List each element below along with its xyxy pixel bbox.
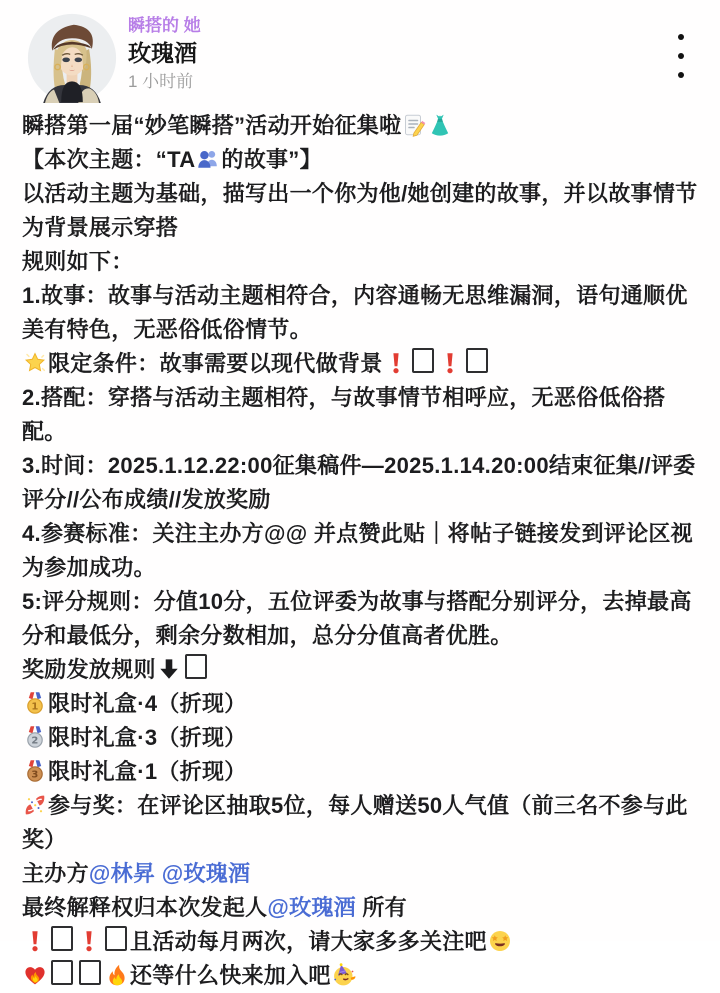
bronze-medal-emoji (23, 759, 47, 783)
post-text: 限定条件：故事需要以现代做背景 (48, 351, 383, 376)
missing-glyph-box (105, 926, 127, 951)
memo-emoji (402, 113, 426, 137)
missing-glyph-box (466, 348, 488, 373)
post-text: 4.参赛标准：关注主办方@@ 并点赞此贴｜将帖子链接发到评论区视为参加成功。 (22, 521, 693, 580)
star-struck-face-emoji (488, 929, 512, 953)
fire-emoji (105, 963, 129, 987)
post-paragraph (22, 517, 700, 585)
post-timestamp: 1 小时前 (128, 72, 194, 91)
post-text: 限时礼盒·1（折现） (48, 759, 247, 784)
post-text: 主办方 (22, 861, 89, 886)
silver-medal-emoji (23, 725, 47, 749)
post-paragraph (22, 449, 700, 517)
post-paragraph (22, 279, 700, 347)
post-text: 2.搭配：穿搭与活动主题相符，与故事情节相呼应，无恶俗低俗搭配。 (22, 385, 666, 444)
post-paragraph (22, 347, 700, 381)
post-text: 5:评分规则：分值10分，五位评委为故事与搭配分别评分，去掉最高分和最低分，剩余分数相加，总分分值高者优胜。 (22, 589, 692, 648)
post-text: 1.故事：故事与活动主题相符合，内容通畅无思维漏洞，语句通顺优美有特色，无恶俗低俗情节。 (22, 283, 688, 342)
post-text: 还等什么快来加入吧 (130, 963, 331, 988)
svg-text:2: 2 (31, 735, 39, 747)
post-paragraph (22, 245, 700, 279)
mention-link[interactable]: @玫瑰酒 (267, 895, 356, 920)
heart-on-fire-emoji (23, 963, 47, 987)
post-paragraph (22, 109, 700, 143)
svg-text:3: 3 (31, 769, 39, 781)
post-text: 限时礼盒·3（折现） (48, 725, 247, 750)
avatar-girl-beret-icon (27, 13, 117, 103)
red-exclamation-emoji (23, 929, 47, 953)
busts-emoji (196, 147, 220, 171)
kebab-menu-icon[interactable] (674, 30, 688, 82)
mention-link[interactable]: @玫瑰酒 (161, 861, 251, 886)
user-info (128, 13, 201, 93)
missing-glyph-box (185, 654, 207, 679)
red-exclamation-emoji (438, 351, 462, 375)
post-text: 以活动主题为基础，描写出一个你为他/她创建的故事，并以故事情节为背景展示穿搭 (22, 181, 698, 240)
mention-link[interactable]: @林昇 (88, 861, 156, 886)
post-text: 且活动每月两次，请大家多多关注吧 (130, 929, 487, 954)
post-header (0, 0, 720, 103)
post-paragraph (22, 381, 700, 449)
user-avatar[interactable] (27, 13, 117, 103)
dress-emoji (428, 113, 452, 137)
post-text: 3.时间：2025.1.12.22:00征集稿件—2025.1.14.20:00结束征集//评委评分//公布成绩//发放奖励 (22, 453, 696, 512)
post-text: 奖励发放规则 (22, 657, 156, 682)
post-paragraph (22, 789, 700, 857)
svg-text:1: 1 (31, 701, 39, 713)
post-paragraph (22, 177, 700, 245)
post-paragraph (22, 143, 700, 177)
post-paragraph (22, 755, 700, 789)
partying-face-emoji (332, 963, 356, 987)
gold-medal-emoji (23, 691, 47, 715)
post-paragraph (22, 857, 700, 891)
post-text: 规则如下： (22, 249, 134, 274)
post-paragraph (22, 687, 700, 721)
post-paragraph (22, 891, 700, 925)
post-text: 瞬搭第一届“妙笔瞬搭”活动开始征集啦 (22, 113, 402, 138)
post-paragraph (22, 585, 700, 653)
post-text: 的故事”】 (221, 147, 322, 172)
confetti-ball-emoji (23, 793, 47, 817)
glowing-star-emoji (23, 351, 47, 375)
red-exclamation-emoji (77, 929, 101, 953)
post-paragraph (22, 653, 700, 687)
post-text: 【本次主题：“TA (22, 147, 196, 172)
user-badge: 瞬搭的 她 (128, 16, 201, 35)
username[interactable]: 玫瑰酒 (128, 40, 197, 66)
post-paragraph (22, 721, 700, 755)
missing-glyph-box (412, 348, 434, 373)
missing-glyph-box (51, 960, 73, 985)
down-arrow-emoji (157, 657, 181, 681)
post-paragraph (22, 925, 700, 959)
post-text: 所有 (355, 895, 407, 920)
missing-glyph-box (51, 926, 73, 951)
red-exclamation-emoji (384, 351, 408, 375)
post-paragraph (22, 959, 700, 993)
post-text: 限时礼盒·4（折现） (48, 691, 247, 716)
post-text: 参与奖：在评论区抽取5位，每人赠送50人气值（前三名不参与此奖） (22, 793, 688, 852)
missing-glyph-box (79, 960, 101, 985)
post-body (0, 103, 720, 993)
post-text: 最终解释权归本次发起人 (22, 895, 268, 920)
